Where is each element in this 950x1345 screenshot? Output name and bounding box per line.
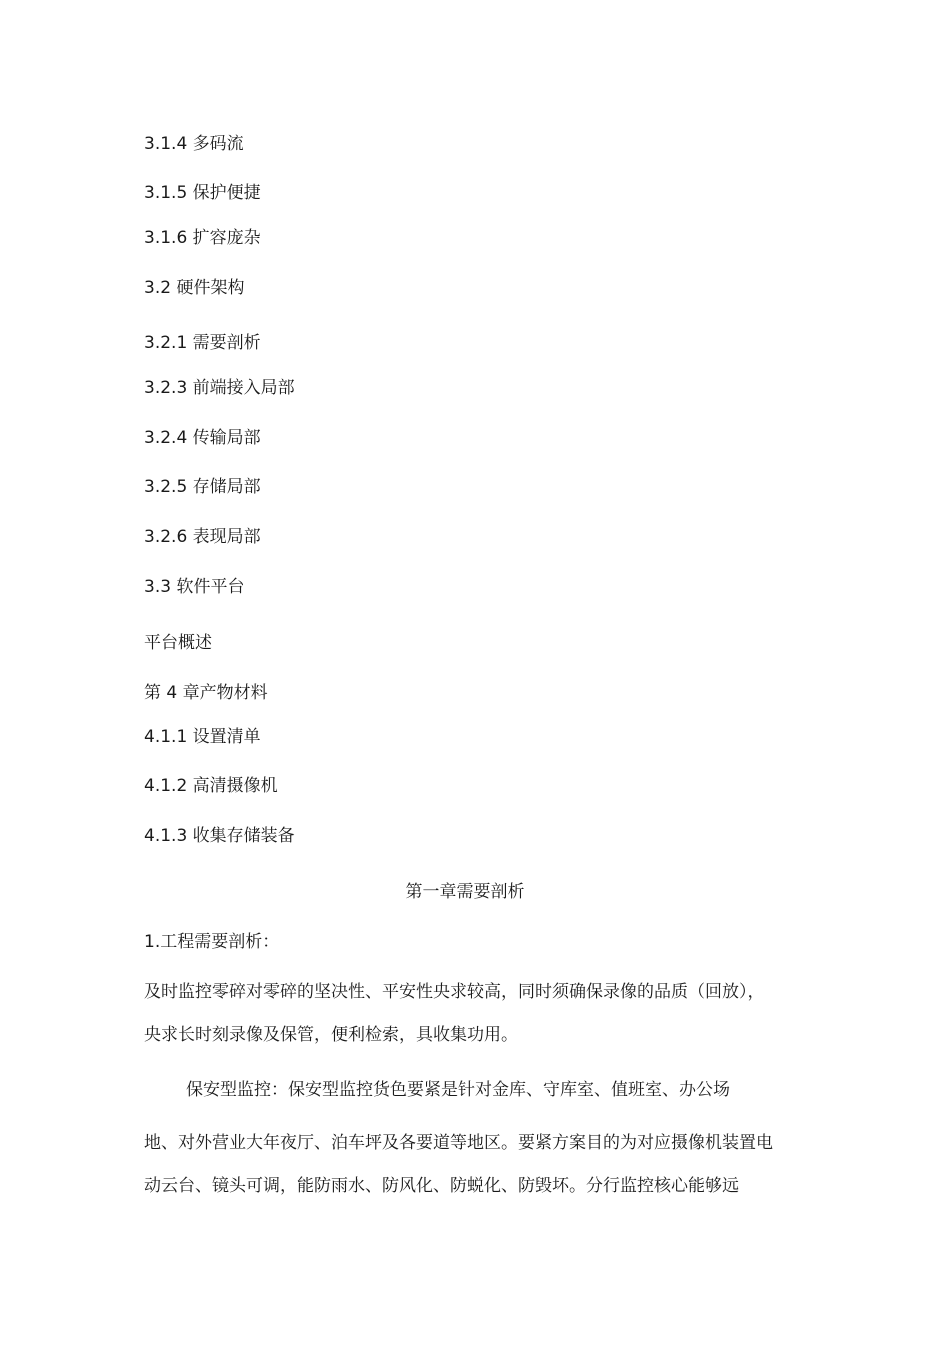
toc-item: 4.1.1 设置清单 xyxy=(144,727,261,747)
toc-item: 第 4 章产物材料 xyxy=(144,683,268,703)
toc-item: 3.2.3 前端接入局部 xyxy=(144,378,295,398)
toc-item: 3.2 硬件架构 xyxy=(144,278,245,298)
toc-item: 4.1.3 收集存储装备 xyxy=(144,826,295,846)
paragraph-line: 及时监控零碎对零碎的坚决性、平安性央求较高，同时须确保录像的品质（回放）， xyxy=(144,982,765,1002)
paragraph-line: 央求长时刻录像及保管，便利检索，具收集功用。 xyxy=(144,1025,518,1045)
toc-item: 3.1.4 多码流 xyxy=(144,134,244,154)
toc-item: 3.2.4 传输局部 xyxy=(144,428,261,448)
section-heading: 1.工程需要剖析： xyxy=(144,932,280,952)
toc-item: 3.2.1 需要剖析 xyxy=(144,333,261,353)
toc-item: 3.1.6 扩容庞杂 xyxy=(144,228,261,248)
chapter-title: 第一章需要剖析 xyxy=(405,882,525,902)
toc-item: 3.2.6 表现局部 xyxy=(144,527,261,547)
toc-item: 4.1.2 高清摄像机 xyxy=(144,776,278,796)
paragraph-line: 保安型监控：保安型监控货色要紧是针对金库、守库室、值班室、办公场 xyxy=(186,1080,730,1100)
toc-item: 3.2.5 存储局部 xyxy=(144,477,261,497)
toc-item: 平台概述 xyxy=(144,633,212,653)
paragraph-line: 地、对外营业大年夜厅、泊车坪及各要道等地区。要紧方案目的为对应摄像机装置电 xyxy=(144,1133,773,1153)
toc-item: 3.3 软件平台 xyxy=(144,577,245,597)
toc-item: 3.1.5 保护便捷 xyxy=(144,183,261,203)
paragraph-line: 动云台、镜头可调，能防雨水、防风化、防蜕化、防毁坏。分行监控核心能够远 xyxy=(144,1176,739,1196)
